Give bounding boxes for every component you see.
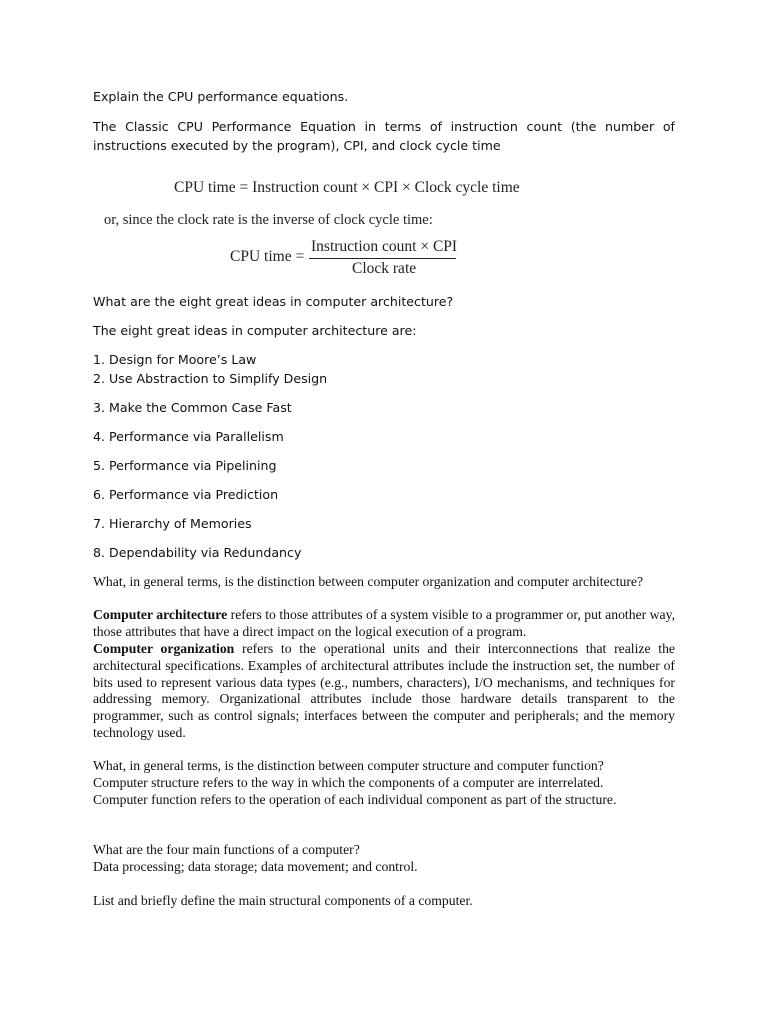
function-definition: Computer function refers to the operation of each individual component as part of the structure. [93,792,617,807]
question-structure-vs-function: What, in general terms, is the distinction between computer structure and computer function? [93,758,604,773]
list-item: 3. Make the Common Case Fast [93,400,292,415]
architecture-text: refers to those attributes of a system visible to a programmer or, put another way, those attributes that have a direct impact on the logical execution of a program. [93,607,675,639]
answer-four-functions: Data processing; data storage; data movement; and control. [93,859,418,874]
answer-cpu-performance: The Classic CPU Performance Equation in terms of instruction count (the number of instructions executed by the program), CPI, and clock cycle time [93,119,675,153]
question-structural-components: List and briefly define the main structural components of a computer. [93,893,473,908]
question-eight-ideas: What are the eight great ideas in computer architecture? [93,294,454,309]
eight-ideas-intro: The eight great ideas in computer architecture are: [93,323,417,338]
list-item: 5. Performance via Pipelining [93,458,277,473]
organization-term: Computer organization [93,641,235,656]
clock-rate-note: or, since the clock rate is the inverse of clock cycle time: [104,212,433,228]
list-item: 2. Use Abstraction to Simplify Design [93,371,328,386]
list-item: 1. Design for Moore’s Law [93,352,257,367]
list-item: 7. Hierarchy of Memories [93,516,252,531]
organization-text: refers to the operational units and their interconnections that realize the architectural specifications. Examples of architectural attributes include the instruction set, the number of bits used to represent various data types (e.g., numbers, characters), I/O mechanisms, and techniques for addressing memory. Organizational attributes include those hardware details transparent to the programmer, such as control signals; interfaces between the computer and peripherals; and the memory technology used. [93,641,675,740]
architecture-definition [93,607,675,641]
list-item: 4. Performance via Parallelism [93,429,284,444]
fraction-bar [309,258,456,259]
architecture-term: Computer architecture [93,607,228,622]
cpu-time-label: CPU time = [230,248,305,265]
fraction-denominator: Clock rate [352,260,417,277]
list-item: 8. Dependability via Redundancy [93,545,302,560]
cpu-time-equation: CPU time = Instruction count × CPI × Clock cycle time [174,179,520,196]
question-organization-vs-architecture: What, in general terms, is the distinction between computer organization and computer architecture? [93,574,644,589]
list-item: 6. Performance via Prediction [93,487,279,502]
question-four-functions: What are the four main functions of a computer? [93,842,360,857]
organization-definition [93,641,675,742]
structure-definition: Computer structure refers to the way in which the components of a computer are interrelated. [93,775,604,790]
question-cpu-performance: Explain the CPU performance equations. [93,89,349,104]
fraction-numerator: Instruction count × CPI [311,238,458,255]
